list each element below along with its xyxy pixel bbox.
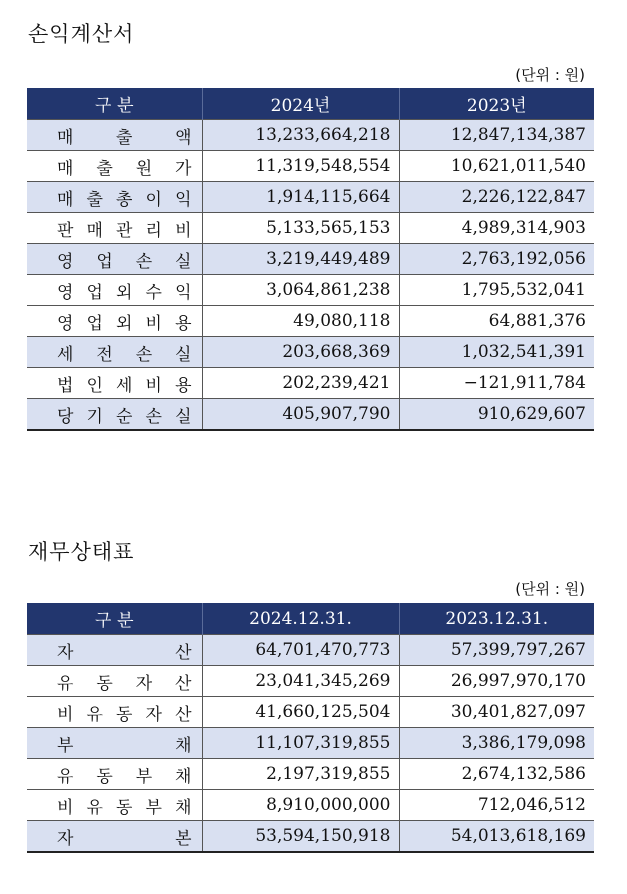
value-2024: 8,910,000,000 — [202, 790, 399, 821]
value-2024: 3,064,861,238 — [202, 275, 399, 306]
header-2024: 2024년 — [202, 88, 399, 120]
row-label: 영 업 외 수 익 — [27, 275, 202, 306]
header-2023: 2023.12.31. — [399, 603, 594, 635]
value-2023: 1,795,532,041 — [399, 275, 594, 306]
value-2024: 11,107,319,855 — [202, 728, 399, 759]
value-2024: 1,914,115,664 — [202, 182, 399, 213]
header-category: 구 분 — [27, 88, 202, 120]
row-label: 비 유 동 자 산 — [27, 697, 202, 728]
value-2024: 203,668,369 — [202, 337, 399, 368]
value-2023: 1,032,541,391 — [399, 337, 594, 368]
row-label: 매 출 원 가 — [27, 151, 202, 182]
value-2023: 64,881,376 — [399, 306, 594, 337]
balance-sheet-title: 재무상태표 — [28, 540, 135, 564]
value-2024: 64,701,470,773 — [202, 635, 399, 666]
header-2023: 2023년 — [399, 88, 594, 120]
table-row — [27, 399, 594, 431]
value-2023: 712,046,512 — [399, 790, 594, 821]
value-2024: 49,080,118 — [202, 306, 399, 337]
table-row — [27, 306, 594, 337]
income-unit-note: (단위 : 원) — [515, 66, 585, 84]
income-rows — [27, 120, 594, 431]
table-row — [27, 120, 594, 151]
value-2024: 2,197,319,855 — [202, 759, 399, 790]
table-row — [27, 337, 594, 368]
table-row — [27, 821, 594, 853]
row-label: 유 동 부 채 — [27, 759, 202, 790]
value-2024: 41,660,125,504 — [202, 697, 399, 728]
balance-sheet-table — [27, 603, 594, 853]
value-2024: 53,594,150,918 — [202, 821, 399, 853]
row-label: 세 전 손 실 — [27, 337, 202, 368]
value-2023: −121,911,784 — [399, 368, 594, 399]
value-2023: 54,013,618,169 — [399, 821, 594, 853]
row-label: 유 동 자 산 — [27, 666, 202, 697]
value-2023: 4,989,314,903 — [399, 213, 594, 244]
balance-unit-note: (단위 : 원) — [515, 580, 585, 598]
row-label: 당 기 순 손 실 — [27, 399, 202, 431]
value-2023: 3,386,179,098 — [399, 728, 594, 759]
row-label: 판 매 관 리 비 — [27, 213, 202, 244]
row-label: 부 채 — [27, 728, 202, 759]
row-label: 비 유 동 부 채 — [27, 790, 202, 821]
table-row — [27, 151, 594, 182]
table-row — [27, 666, 594, 697]
value-2023: 26,997,970,170 — [399, 666, 594, 697]
value-2023: 910,629,607 — [399, 399, 594, 431]
value-2023: 2,763,192,056 — [399, 244, 594, 275]
row-label: 매 출 액 — [27, 120, 202, 151]
header-category: 구 분 — [27, 603, 202, 635]
value-2023: 2,226,122,847 — [399, 182, 594, 213]
income-statement-table — [27, 88, 594, 431]
table-row — [27, 759, 594, 790]
value-2024: 3,219,449,489 — [202, 244, 399, 275]
balance-rows — [27, 635, 594, 853]
table-row — [27, 790, 594, 821]
table-header-row — [27, 88, 594, 120]
row-label: 영 업 외 비 용 — [27, 306, 202, 337]
table-row — [27, 728, 594, 759]
value-2023: 2,674,132,586 — [399, 759, 594, 790]
row-label: 자 본 — [27, 821, 202, 853]
table-row — [27, 244, 594, 275]
header-2024: 2024.12.31. — [202, 603, 399, 635]
row-label: 자 산 — [27, 635, 202, 666]
row-label: 법 인 세 비 용 — [27, 368, 202, 399]
value-2023: 57,399,797,267 — [399, 635, 594, 666]
value-2024: 13,233,664,218 — [202, 120, 399, 151]
value-2023: 10,621,011,540 — [399, 151, 594, 182]
table-row — [27, 213, 594, 244]
value-2024: 11,319,548,554 — [202, 151, 399, 182]
table-row — [27, 697, 594, 728]
table-row — [27, 635, 594, 666]
row-label: 영 업 손 실 — [27, 244, 202, 275]
value-2023: 12,847,134,387 — [399, 120, 594, 151]
row-label: 매 출 총 이 익 — [27, 182, 202, 213]
value-2024: 202,239,421 — [202, 368, 399, 399]
table-header-row — [27, 603, 594, 635]
value-2024: 405,907,790 — [202, 399, 399, 431]
table-row — [27, 368, 594, 399]
table-row — [27, 275, 594, 306]
income-statement-title: 손익계산서 — [28, 22, 135, 46]
value-2023: 30,401,827,097 — [399, 697, 594, 728]
value-2024: 23,041,345,269 — [202, 666, 399, 697]
table-row — [27, 182, 594, 213]
value-2024: 5,133,565,153 — [202, 213, 399, 244]
